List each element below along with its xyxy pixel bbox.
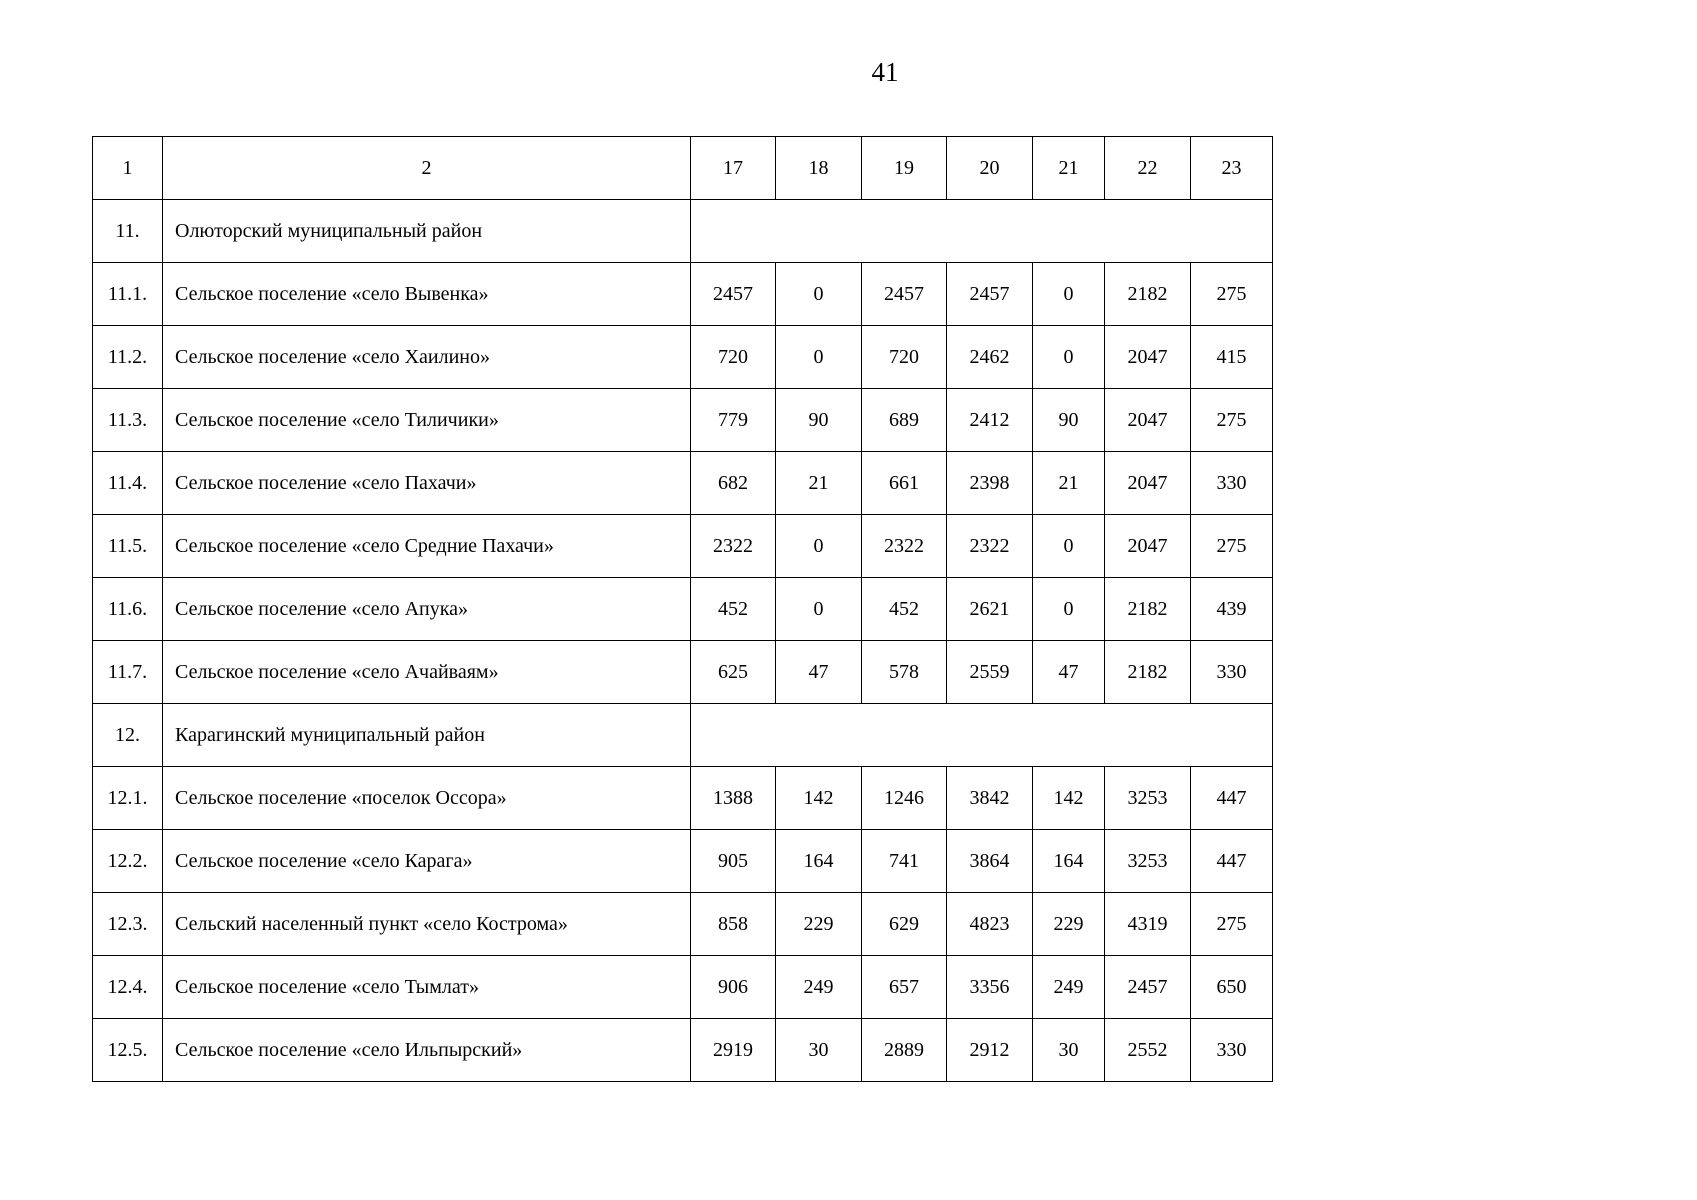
row-number: 12. xyxy=(93,704,163,767)
value-cell: 650 xyxy=(1191,956,1273,1019)
table-row xyxy=(93,578,1273,641)
page-number: 41 xyxy=(871,57,899,87)
value-cell: 720 xyxy=(691,326,776,389)
value-cell: 142 xyxy=(1033,767,1105,830)
value-cell: 1246 xyxy=(862,767,947,830)
value-cell: 2398 xyxy=(947,452,1033,515)
value-cell: 229 xyxy=(776,893,862,956)
value-cell: 447 xyxy=(1191,830,1273,893)
row-number: 11.7. xyxy=(93,641,163,704)
value-cell: 447 xyxy=(1191,767,1273,830)
value-cell: 0 xyxy=(776,578,862,641)
row-number: 11.5. xyxy=(93,515,163,578)
value-cell: 330 xyxy=(1191,1019,1273,1082)
settlement-name: Сельское поселение «село Хаилино» xyxy=(163,326,691,389)
value-cell: 275 xyxy=(1191,263,1273,326)
empty-cell xyxy=(691,704,1273,767)
value-cell: 905 xyxy=(691,830,776,893)
value-cell: 858 xyxy=(691,893,776,956)
row-number: 11. xyxy=(93,200,163,263)
value-cell: 2047 xyxy=(1105,515,1191,578)
group-row xyxy=(93,200,1273,263)
value-cell: 47 xyxy=(776,641,862,704)
settlement-name: Сельское поселение «поселок Оссора» xyxy=(163,767,691,830)
header-cell: 1 xyxy=(93,137,163,200)
settlement-name: Сельское поселение «село Тиличики» xyxy=(163,389,691,452)
header-cell: 21 xyxy=(1033,137,1105,200)
row-number: 11.2. xyxy=(93,326,163,389)
header-cell: 17 xyxy=(691,137,776,200)
settlement-name: Сельское поселение «село Карага» xyxy=(163,830,691,893)
value-cell: 906 xyxy=(691,956,776,1019)
group-row xyxy=(93,704,1273,767)
value-cell: 720 xyxy=(862,326,947,389)
value-cell: 0 xyxy=(1033,326,1105,389)
table-row xyxy=(93,641,1273,704)
table-row xyxy=(93,326,1273,389)
value-cell: 2552 xyxy=(1105,1019,1191,1082)
table-row xyxy=(93,767,1273,830)
settlement-name: Сельское поселение «село Ильпырский» xyxy=(163,1019,691,1082)
district-name: Карагинский муниципальный район xyxy=(163,704,691,767)
row-number: 12.3. xyxy=(93,893,163,956)
value-cell: 2621 xyxy=(947,578,1033,641)
row-number: 12.5. xyxy=(93,1019,163,1082)
row-number: 12.4. xyxy=(93,956,163,1019)
settlement-name: Сельское поселение «село Пахачи» xyxy=(163,452,691,515)
row-number: 11.1. xyxy=(93,263,163,326)
value-cell: 3356 xyxy=(947,956,1033,1019)
value-cell: 249 xyxy=(776,956,862,1019)
value-cell: 229 xyxy=(1033,893,1105,956)
value-cell: 2322 xyxy=(947,515,1033,578)
value-cell: 4823 xyxy=(947,893,1033,956)
empty-cell xyxy=(691,200,1273,263)
value-cell: 578 xyxy=(862,641,947,704)
table-row xyxy=(93,515,1273,578)
value-cell: 90 xyxy=(1033,389,1105,452)
value-cell: 779 xyxy=(691,389,776,452)
value-cell: 0 xyxy=(1033,515,1105,578)
value-cell: 2912 xyxy=(947,1019,1033,1082)
header-cell: 20 xyxy=(947,137,1033,200)
table-row xyxy=(93,956,1273,1019)
data-table xyxy=(92,136,1273,1082)
settlement-name: Сельское поселение «село Вывенка» xyxy=(163,263,691,326)
value-cell: 0 xyxy=(1033,263,1105,326)
table-row xyxy=(93,830,1273,893)
value-cell: 2047 xyxy=(1105,326,1191,389)
value-cell: 2182 xyxy=(1105,578,1191,641)
header-cell: 19 xyxy=(862,137,947,200)
value-cell: 30 xyxy=(1033,1019,1105,1082)
value-cell: 741 xyxy=(862,830,947,893)
value-cell: 2047 xyxy=(1105,452,1191,515)
value-cell: 2182 xyxy=(1105,263,1191,326)
value-cell: 625 xyxy=(691,641,776,704)
value-cell: 452 xyxy=(691,578,776,641)
table-row xyxy=(93,1019,1273,1082)
header-cell: 18 xyxy=(776,137,862,200)
value-cell: 2047 xyxy=(1105,389,1191,452)
district-name: Олюторский муниципальный район xyxy=(163,200,691,263)
value-cell: 275 xyxy=(1191,515,1273,578)
value-cell: 661 xyxy=(862,452,947,515)
value-cell: 2457 xyxy=(862,263,947,326)
value-cell: 2889 xyxy=(862,1019,947,1082)
value-cell: 275 xyxy=(1191,893,1273,956)
value-cell: 2559 xyxy=(947,641,1033,704)
value-cell: 2462 xyxy=(947,326,1033,389)
table-row xyxy=(93,893,1273,956)
value-cell: 0 xyxy=(1033,578,1105,641)
settlement-name: Сельский населенный пункт «село Кострома» xyxy=(163,893,691,956)
value-cell: 3842 xyxy=(947,767,1033,830)
row-number: 12.2. xyxy=(93,830,163,893)
value-cell: 90 xyxy=(776,389,862,452)
value-cell: 164 xyxy=(1033,830,1105,893)
value-cell: 3253 xyxy=(1105,830,1191,893)
value-cell: 249 xyxy=(1033,956,1105,1019)
value-cell: 21 xyxy=(1033,452,1105,515)
value-cell: 3253 xyxy=(1105,767,1191,830)
value-cell: 30 xyxy=(776,1019,862,1082)
value-cell: 2919 xyxy=(691,1019,776,1082)
value-cell: 0 xyxy=(776,263,862,326)
value-cell: 439 xyxy=(1191,578,1273,641)
settlement-name: Сельское поселение «село Средние Пахачи» xyxy=(163,515,691,578)
value-cell: 0 xyxy=(776,515,862,578)
value-cell: 2322 xyxy=(691,515,776,578)
value-cell: 275 xyxy=(1191,389,1273,452)
value-cell: 2457 xyxy=(1105,956,1191,1019)
settlement-name: Сельское поселение «село Ачайваям» xyxy=(163,641,691,704)
value-cell: 1388 xyxy=(691,767,776,830)
row-number: 12.1. xyxy=(93,767,163,830)
value-cell: 47 xyxy=(1033,641,1105,704)
value-cell: 682 xyxy=(691,452,776,515)
value-cell: 3864 xyxy=(947,830,1033,893)
value-cell: 0 xyxy=(776,326,862,389)
settlement-name: Сельское поселение «село Тымлат» xyxy=(163,956,691,1019)
header-cell: 22 xyxy=(1105,137,1191,200)
value-cell: 657 xyxy=(862,956,947,1019)
settlement-name: Сельское поселение «село Апука» xyxy=(163,578,691,641)
header-cell: 23 xyxy=(1191,137,1273,200)
header-row xyxy=(93,137,1273,200)
value-cell: 2457 xyxy=(691,263,776,326)
table-row xyxy=(93,452,1273,515)
value-cell: 452 xyxy=(862,578,947,641)
value-cell: 4319 xyxy=(1105,893,1191,956)
value-cell: 142 xyxy=(776,767,862,830)
value-cell: 415 xyxy=(1191,326,1273,389)
value-cell: 164 xyxy=(776,830,862,893)
value-cell: 330 xyxy=(1191,452,1273,515)
value-cell: 629 xyxy=(862,893,947,956)
value-cell: 2457 xyxy=(947,263,1033,326)
header-cell: 2 xyxy=(163,137,691,200)
value-cell: 2182 xyxy=(1105,641,1191,704)
row-number: 11.6. xyxy=(93,578,163,641)
row-number: 11.3. xyxy=(93,389,163,452)
value-cell: 2412 xyxy=(947,389,1033,452)
value-cell: 689 xyxy=(862,389,947,452)
value-cell: 2322 xyxy=(862,515,947,578)
table-row xyxy=(93,263,1273,326)
table-row xyxy=(93,389,1273,452)
value-cell: 21 xyxy=(776,452,862,515)
row-number: 11.4. xyxy=(93,452,163,515)
value-cell: 330 xyxy=(1191,641,1273,704)
